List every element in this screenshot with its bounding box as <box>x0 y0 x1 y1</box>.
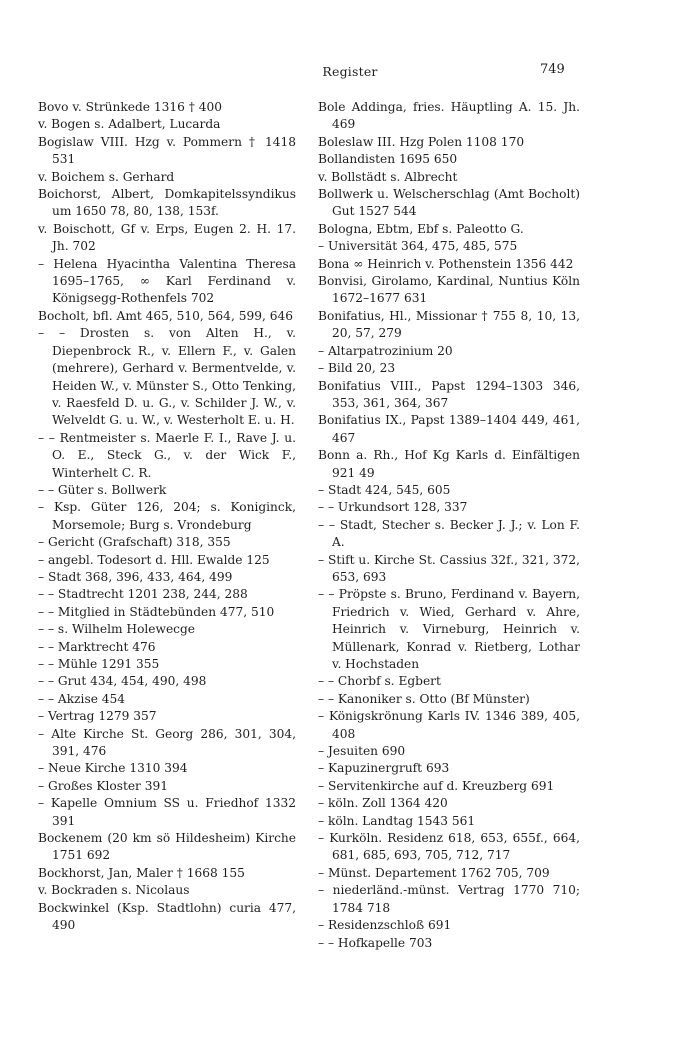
index-entry: – – Mitglied in Städtebünden 477, 510 <box>38 604 275 619</box>
index-entry: v. Bollstädt s. Albrecht <box>318 169 458 184</box>
index-entry: – – Mühle 1291 355 <box>38 657 160 671</box>
index-entry: – Residenzschloß 691 <box>318 918 452 933</box>
index-entry: – Bild 20, 23 <box>318 361 396 376</box>
index-entry: – niederländ.-münst. Vertrag 1770 710; 1784 718 <box>318 883 580 915</box>
index-entry: – angebl. Todesort d. Hll. Ewalde 125 <box>38 552 270 567</box>
index-entry: Bonifatius, Hl., Missionar † 755 8, 10, 13, 20, 57, 279 <box>318 308 580 341</box>
index-entry: – – Urkundsort 128, 337 <box>318 500 468 515</box>
index-entry: – – Akzise 454 <box>38 691 126 706</box>
running-head: Register <box>322 64 378 79</box>
index-entry: – Kapuzinergruft 693 <box>318 761 450 776</box>
index-entry: – – Marktrecht 476 <box>38 639 156 654</box>
index-entry: – Jesuiten 690 <box>318 744 406 759</box>
index-entry: – Ksp. Güter 126, 204; s. Koniginck, Morsemole; Burg s. Vrondeburg <box>38 500 296 532</box>
index-entry: v. Bockraden s. Nicolaus <box>38 883 190 898</box>
index-entry: – – Drosten s. von Alten H., v. Diepenbrock R., v. Ellern F., v. Galen (mehrere), Gerhard v. Bermentvelde, v. Heiden W., v. Münster S., Otto Tenking, v. Raesfeld D. u. G., v. Schilder J. W., v. Welveldt G. u. W., v. Westerholt E. u. H. <box>38 326 296 428</box>
index-entry: Bocholt, bfl. Amt 465, 510, 564, 599, 646 <box>38 308 293 323</box>
index-entry: – – Pröpste s. Bruno, Ferdinand v. Bayern, Friedrich v. Wied, Gerhard v. Ahre, Heinrich v. Virneburg, Heinrich v. Müllenark, Konrad v. Rietberg, Lothar v. Hochstaden <box>318 587 580 671</box>
index-entry: – Kapelle Omnium SS u. Friedhof 1332 391 <box>38 796 296 828</box>
index-entry: v. Boichem s. Gerhard <box>38 169 175 184</box>
index-entry: Bonifatius IX., Papst 1389–1404 449, 461, 467 <box>318 413 580 445</box>
index-entry: Bollwerk u. Welscherschlag (Amt Bocholt) Gut 1527 544 <box>318 187 580 219</box>
index-entry: Boichorst, Albert, Domkapitelssyndikus um 1650 78, 80, 138, 153f. <box>38 187 296 219</box>
index-entry: – Neue Kirche 1310 394 <box>38 761 188 776</box>
index-entry: – Kurköln. Residenz 618, 653, 655f., 664, 681, 685, 693, 705, 712, 717 <box>318 831 580 863</box>
index-entry: Bockenem (20 km sö Hildesheim) Kirche 1751 692 <box>38 831 296 863</box>
index-entry: – Stadt 368, 396, 433, 464, 499 <box>38 569 233 584</box>
index-entry: – Großes Kloster 391 <box>38 778 169 793</box>
index-entry: – Servitenkirche auf d. Kreuzberg 691 <box>318 778 555 793</box>
index-entry: – – Güter s. Bollwerk <box>38 482 167 497</box>
index-entry: – – Chorbf s. Egbert <box>318 674 441 689</box>
index-entry: Bole Addinga, fries. Häuptling A. 15. Jh. 469 <box>318 100 580 132</box>
index-entry: – köln. Landtag 1543 561 <box>318 813 476 828</box>
index-entry: – – s. Wilhelm Holewecge <box>38 622 195 637</box>
index-entry: Bockhorst, Jan, Maler † 1668 155 <box>38 865 245 880</box>
index-entry: Bovo v. Strünkede 1316 † 400 <box>38 100 222 114</box>
index-entry: – Helena Hyacintha Valentina Theresa 1695–1765, ∞ Karl Ferdinand v. Königsegg-Rothenfels 702 <box>38 256 296 306</box>
index-entry: Bogislaw VIII. Hzg v. Pommern † 1418 531 <box>38 134 296 167</box>
index-entry: Bona ∞ Heinrich v. Pothenstein 1356 442 <box>318 256 574 271</box>
index-entry: – köln. Zoll 1364 420 <box>318 796 448 811</box>
index-entry: – – Stadt, Stecher s. Becker J. J.; v. Lon F. A. <box>318 517 580 550</box>
index-entry: v. Boischott, Gf v. Erps, Eugen 2. H. 17. Jh. 702 <box>38 221 296 254</box>
index-entry: – – Hofkapelle 703 <box>318 935 433 950</box>
index-entry: – – Kanoniker s. Otto (Bf Münster) <box>318 691 530 706</box>
index-entry: – Alte Kirche St. Georg 286, 301, 304, 391, 476 <box>38 726 296 759</box>
index-column-left <box>38 99 296 935</box>
index-entry: – Königskrönung Karls IV. 1346 389, 405, 408 <box>318 709 580 741</box>
index-entry: – – Rentmeister s. Maerle F. I., Rave J. u. O. E., Steck G., v. der Wick F., Winterhelt C. R. <box>38 430 296 480</box>
index-entry: – Stadt 424, 545, 605 <box>318 482 451 497</box>
index-entry: – Münst. Departement 1762 705, 709 <box>318 865 550 880</box>
page-number: 749 <box>540 62 565 77</box>
index-entry: Bologna, Ebtm, Ebf s. Paleotto G. <box>318 221 524 236</box>
index-entry: Bonn a. Rh., Hof Kg Karls d. Einfältigen 921 49 <box>318 448 580 480</box>
index-entry: Bollandisten 1695 650 <box>318 152 458 167</box>
index-entry: – – Stadtrecht 1201 238, 244, 288 <box>38 587 248 602</box>
index-entry: – Gericht (Grafschaft) 318, 355 <box>38 535 231 550</box>
index-column-right <box>318 99 580 952</box>
index-entry: – Stift u. Kirche St. Cassius 32f., 321, 372, 653, 693 <box>318 552 580 584</box>
index-entry: – Vertrag 1279 357 <box>38 709 157 724</box>
index-entry: Boleslaw III. Hzg Polen 1108 170 <box>318 134 525 149</box>
index-entry: Bockwinkel (Ksp. Stadtlohn) curia 477, 490 <box>38 900 296 933</box>
index-entry: – Universität 364, 475, 485, 575 <box>318 239 518 254</box>
index-entry: Bonvisi, Girolamo, Kardinal, Nuntius Köln 1672–1677 631 <box>318 274 580 306</box>
index-entry: v. Bogen s. Adalbert, Lucarda <box>38 117 221 132</box>
index-entry: Bonifatius VIII., Papst 1294–1303 346, 353, 361, 364, 367 <box>318 378 580 410</box>
index-entry: – Altarpatrozinium 20 <box>318 343 453 358</box>
index-entry: – – Grut 434, 454, 490, 498 <box>38 674 207 689</box>
